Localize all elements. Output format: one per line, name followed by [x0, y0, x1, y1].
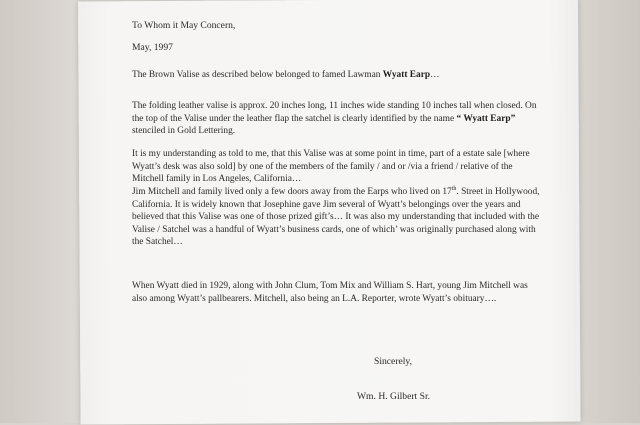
- signature: Wm. H. Gilbert Sr.: [357, 391, 431, 402]
- description-paragraph: The folding leather valise is approx. 20 inches long, 11 inches wide standing 10 inches tall when closed. On the top of the Valise under the leather flap the satchel is clearly identified by the name “ Wyatt Earp” stenciled in Gold Lettering.: [132, 101, 537, 137]
- intro-bold-name: Wyatt Earp: [382, 70, 431, 80]
- letter-date: May, 1997: [132, 42, 173, 53]
- intro-paragraph: The Brown Valise as described below belonged to famed Lawman Wyatt Earp…: [132, 70, 440, 80]
- estate-sale-paragraph: It is my understanding as told to me, that this Valise was at some point in time, part of a estate sale [where Wyatt’s desk was also sold] by one of the members of the family / and or /via a friend / relative of the Mitchell family in Los Angeles, California…: [132, 149, 530, 185]
- salutation: To Whom it May Concern,: [132, 20, 236, 31]
- ordinal-suffix: th: [451, 185, 457, 192]
- closing: Sincerely,: [374, 356, 413, 367]
- stencil-name: “ Wyatt Earp”: [456, 113, 516, 124]
- mitchell-family-paragraph: Jim Mitchell and family lived only a few doors away from the Earps who lived on 17th. Street in Hollywood, California. It is widely known that Josephine gave Jim several of Wyatt’s belongings over the years and believed that this Valise was one of those prized gift’s… It was also my understanding that included with the Valise / Satchel was a handful of Wyatt’s business cards, one of which’ was originally purchased along with the Satchel…: [132, 185, 540, 248]
- pallbearers-paragraph: When Wyatt died in 1929, along with John Clum, Tom Mix and William S. Hart, young Jim Mitchell was also among Wyatt’s pallbearers. Mitchell, also being an L.A. Reporter, wrote Wyatt’s obituary….: [132, 281, 528, 304]
